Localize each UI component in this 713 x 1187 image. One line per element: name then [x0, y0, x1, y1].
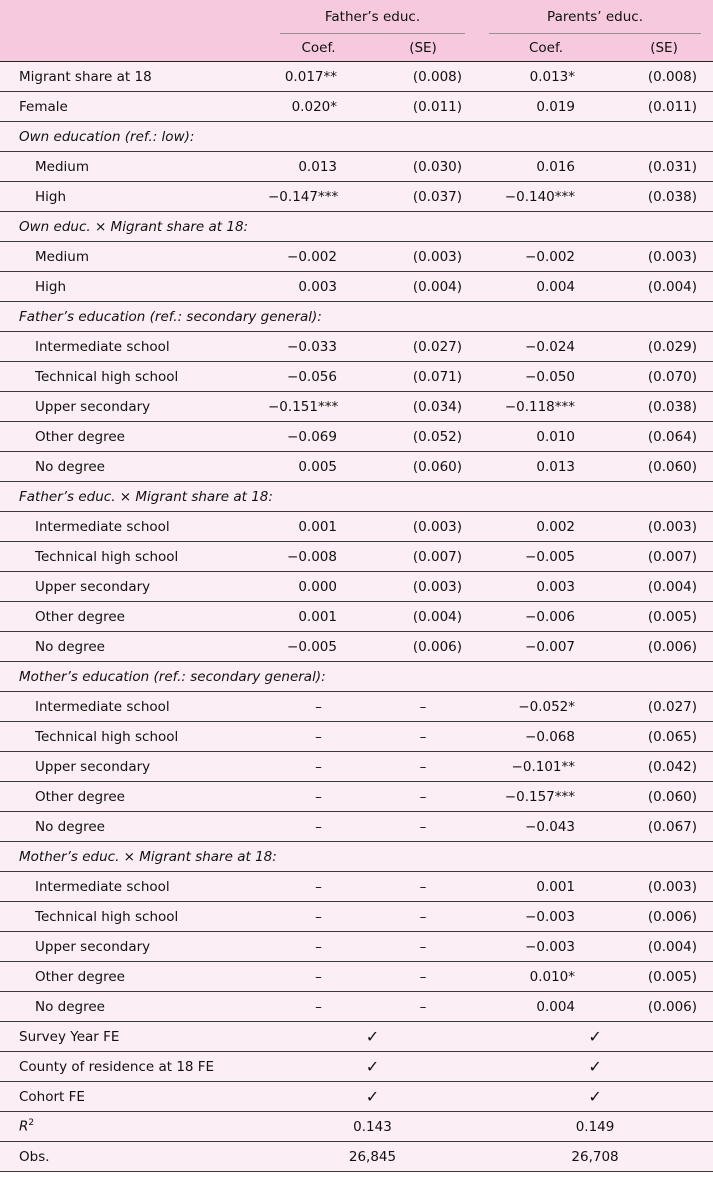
section-label: Own education (ref.: low):: [0, 122, 713, 152]
parents-coef: −0.118***: [477, 392, 615, 422]
parents-coef: −0.043: [477, 812, 615, 842]
table-row: [0, 422, 713, 452]
header-group-parents-educ: [477, 0, 713, 34]
table-row: [0, 242, 713, 272]
parents-se: (0.007): [615, 542, 713, 572]
father-footer-value: 26,845: [268, 1142, 477, 1172]
table-row: [0, 182, 713, 212]
father-se: (0.006): [369, 632, 477, 662]
row-label: Other degree: [0, 962, 268, 992]
row-label: No degree: [0, 812, 268, 842]
parents-se: (0.008): [615, 62, 713, 92]
father-se: –: [369, 872, 477, 902]
footer-row: [0, 1052, 713, 1082]
table-row: [0, 902, 713, 932]
father-se: (0.030): [369, 152, 477, 182]
parents-se: (0.042): [615, 752, 713, 782]
header-blank: [0, 0, 268, 34]
father-coef: –: [268, 782, 369, 812]
father-se: –: [369, 812, 477, 842]
father-se: (0.060): [369, 452, 477, 482]
section-label: Father’s education (ref.: secondary general):: [0, 302, 713, 332]
father-se: (0.011): [369, 92, 477, 122]
header-group-rule: [489, 33, 701, 34]
parents-se: (0.003): [615, 512, 713, 542]
header-coef-father: Coef.: [268, 34, 369, 62]
father-coef: −0.033: [268, 332, 369, 362]
row-label: Intermediate school: [0, 872, 268, 902]
table-row: [0, 722, 713, 752]
parents-coef: −0.003: [477, 932, 615, 962]
row-label: Intermediate school: [0, 332, 268, 362]
table-row: [0, 692, 713, 722]
parents-se: (0.070): [615, 362, 713, 392]
table-row: [0, 512, 713, 542]
father-se: (0.007): [369, 542, 477, 572]
father-se: (0.008): [369, 62, 477, 92]
table-row: [0, 92, 713, 122]
father-coef: 0.001: [268, 512, 369, 542]
father-se: (0.037): [369, 182, 477, 212]
parents-coef: 0.013: [477, 452, 615, 482]
parents-se: (0.006): [615, 992, 713, 1022]
father-se: –: [369, 902, 477, 932]
father-se: (0.071): [369, 362, 477, 392]
table-row: [0, 122, 713, 152]
parents-coef: −0.101**: [477, 752, 615, 782]
table-row: [0, 452, 713, 482]
parents-coef: 0.004: [477, 992, 615, 1022]
footer-label: Obs.: [0, 1142, 268, 1172]
parents-se: (0.005): [615, 962, 713, 992]
row-label: Medium: [0, 242, 268, 272]
row-label: Other degree: [0, 422, 268, 452]
father-se: (0.027): [369, 332, 477, 362]
parents-coef: 0.010: [477, 422, 615, 452]
parents-footer-value: ✓: [477, 1052, 713, 1082]
father-coef: –: [268, 812, 369, 842]
table-row: [0, 542, 713, 572]
father-coef: –: [268, 722, 369, 752]
parents-se: (0.004): [615, 932, 713, 962]
footer-row: [0, 1142, 713, 1172]
header-group-fathers-educ-label: Father’s educ.: [324, 9, 421, 25]
parents-coef: −0.002: [477, 242, 615, 272]
row-label: Technical high school: [0, 902, 268, 932]
row-label: Technical high school: [0, 722, 268, 752]
parents-coef: −0.003: [477, 902, 615, 932]
table-row: [0, 482, 713, 512]
header-group-fathers-educ: [268, 0, 477, 34]
parents-se: (0.060): [615, 782, 713, 812]
row-label: Technical high school: [0, 542, 268, 572]
row-label: Upper secondary: [0, 752, 268, 782]
header-se-parents: (SE): [615, 34, 713, 62]
table-row: [0, 992, 713, 1022]
father-coef: –: [268, 752, 369, 782]
section-label: Mother’s education (ref.: secondary general):: [0, 662, 713, 692]
father-coef: 0.001: [268, 602, 369, 632]
table-row: [0, 392, 713, 422]
parents-footer-value: ✓: [477, 1082, 713, 1112]
father-se: (0.003): [369, 512, 477, 542]
parents-coef: 0.002: [477, 512, 615, 542]
footer-label: Cohort FE: [0, 1082, 268, 1112]
parents-coef: −0.024: [477, 332, 615, 362]
parents-se: (0.004): [615, 272, 713, 302]
father-se: –: [369, 782, 477, 812]
row-label: Other degree: [0, 782, 268, 812]
parents-footer-value: ✓: [477, 1022, 713, 1052]
header-column-row: [0, 34, 713, 62]
parents-coef: −0.005: [477, 542, 615, 572]
father-coef: –: [268, 932, 369, 962]
table-row: [0, 872, 713, 902]
parents-coef: −0.068: [477, 722, 615, 752]
parents-coef: −0.157***: [477, 782, 615, 812]
row-label: No degree: [0, 452, 268, 482]
father-footer-value: ✓: [268, 1022, 477, 1052]
table-row: [0, 572, 713, 602]
parents-se: (0.003): [615, 872, 713, 902]
father-coef: 0.005: [268, 452, 369, 482]
header-coef-parents: Coef.: [477, 34, 615, 62]
parents-coef: −0.140***: [477, 182, 615, 212]
header-group-row: [0, 0, 713, 34]
father-se: –: [369, 992, 477, 1022]
table-row: [0, 812, 713, 842]
header-group-parents-educ-label: Parents’ educ.: [547, 9, 644, 25]
father-se: (0.052): [369, 422, 477, 452]
row-label: Intermediate school: [0, 692, 268, 722]
table-row: [0, 602, 713, 632]
parents-se: (0.060): [615, 452, 713, 482]
row-label: High: [0, 272, 268, 302]
footer-label: Survey Year FE: [0, 1022, 268, 1052]
parents-se: (0.027): [615, 692, 713, 722]
parents-footer-value: 26,708: [477, 1142, 713, 1172]
father-se: –: [369, 692, 477, 722]
parents-se: (0.064): [615, 422, 713, 452]
parents-coef: −0.050: [477, 362, 615, 392]
parents-se: (0.004): [615, 572, 713, 602]
footer-row: [0, 1082, 713, 1112]
section-label: Own educ. × Migrant share at 18:: [0, 212, 713, 242]
parents-coef: 0.016: [477, 152, 615, 182]
row-label: Medium: [0, 152, 268, 182]
father-se: (0.004): [369, 272, 477, 302]
father-coef: −0.056: [268, 362, 369, 392]
row-label: No degree: [0, 992, 268, 1022]
header-blank: [0, 34, 268, 62]
header-se-father: (SE): [369, 34, 477, 62]
parents-se: (0.006): [615, 632, 713, 662]
footer-label: County of residence at 18 FE: [0, 1052, 268, 1082]
father-coef: –: [268, 992, 369, 1022]
row-label: Other degree: [0, 602, 268, 632]
father-footer-value: ✓: [268, 1052, 477, 1082]
father-coef: –: [268, 872, 369, 902]
table-row: [0, 332, 713, 362]
table-row: [0, 632, 713, 662]
row-label: No degree: [0, 632, 268, 662]
row-label: Upper secondary: [0, 392, 268, 422]
table-row: [0, 962, 713, 992]
father-coef: −0.002: [268, 242, 369, 272]
table-row: [0, 932, 713, 962]
header-group-rule: [280, 33, 465, 34]
parents-coef: 0.003: [477, 572, 615, 602]
father-coef: 0.003: [268, 272, 369, 302]
father-coef: 0.020*: [268, 92, 369, 122]
row-label: Female: [0, 92, 268, 122]
table-row: [0, 212, 713, 242]
table-row: [0, 662, 713, 692]
father-se: –: [369, 932, 477, 962]
father-footer-value: ✓: [268, 1082, 477, 1112]
parents-se: (0.006): [615, 902, 713, 932]
table-row: [0, 272, 713, 302]
parents-coef: 0.019: [477, 92, 615, 122]
section-label: Father’s educ. × Migrant share at 18:: [0, 482, 713, 512]
footer-row: [0, 1022, 713, 1052]
father-coef: –: [268, 962, 369, 992]
father-coef: −0.151***: [268, 392, 369, 422]
father-coef: 0.013: [268, 152, 369, 182]
table-row: [0, 362, 713, 392]
table-row: [0, 62, 713, 92]
table-row: [0, 152, 713, 182]
father-coef: 0.000: [268, 572, 369, 602]
parents-footer-value: 0.149: [477, 1112, 713, 1142]
parents-se: (0.031): [615, 152, 713, 182]
father-coef: −0.005: [268, 632, 369, 662]
parents-coef: −0.052*: [477, 692, 615, 722]
parents-se: (0.038): [615, 392, 713, 422]
row-label: Intermediate school: [0, 512, 268, 542]
father-se: (0.003): [369, 572, 477, 602]
parents-se: (0.005): [615, 602, 713, 632]
row-label: Upper secondary: [0, 572, 268, 602]
table-row: [0, 752, 713, 782]
parents-coef: 0.001: [477, 872, 615, 902]
father-coef: 0.017**: [268, 62, 369, 92]
row-label: Technical high school: [0, 362, 268, 392]
parents-se: (0.067): [615, 812, 713, 842]
father-se: –: [369, 722, 477, 752]
parents-coef: −0.007: [477, 632, 615, 662]
parents-se: (0.003): [615, 242, 713, 272]
father-se: (0.003): [369, 242, 477, 272]
row-label: Upper secondary: [0, 932, 268, 962]
father-se: (0.034): [369, 392, 477, 422]
parents-se: (0.029): [615, 332, 713, 362]
parents-se: (0.038): [615, 182, 713, 212]
father-se: –: [369, 752, 477, 782]
father-coef: –: [268, 902, 369, 932]
parents-coef: 0.004: [477, 272, 615, 302]
parents-se: (0.011): [615, 92, 713, 122]
father-coef: −0.069: [268, 422, 369, 452]
father-se: (0.004): [369, 602, 477, 632]
section-label: Mother’s educ. × Migrant share at 18:: [0, 842, 713, 872]
parents-coef: 0.010*: [477, 962, 615, 992]
table-body: [0, 62, 713, 1172]
row-label: Migrant share at 18: [0, 62, 268, 92]
father-coef: –: [268, 692, 369, 722]
father-se: –: [369, 962, 477, 992]
footer-label: $R^2$: [0, 1112, 268, 1142]
parents-coef: 0.013*: [477, 62, 615, 92]
table-row: [0, 302, 713, 332]
table-row: [0, 842, 713, 872]
footer-row: [0, 1112, 713, 1142]
row-label: High: [0, 182, 268, 212]
father-coef: −0.008: [268, 542, 369, 572]
parents-coef: −0.006: [477, 602, 615, 632]
father-footer-value: 0.143: [268, 1112, 477, 1142]
table-row: [0, 782, 713, 812]
parents-se: (0.065): [615, 722, 713, 752]
father-coef: −0.147***: [268, 182, 369, 212]
